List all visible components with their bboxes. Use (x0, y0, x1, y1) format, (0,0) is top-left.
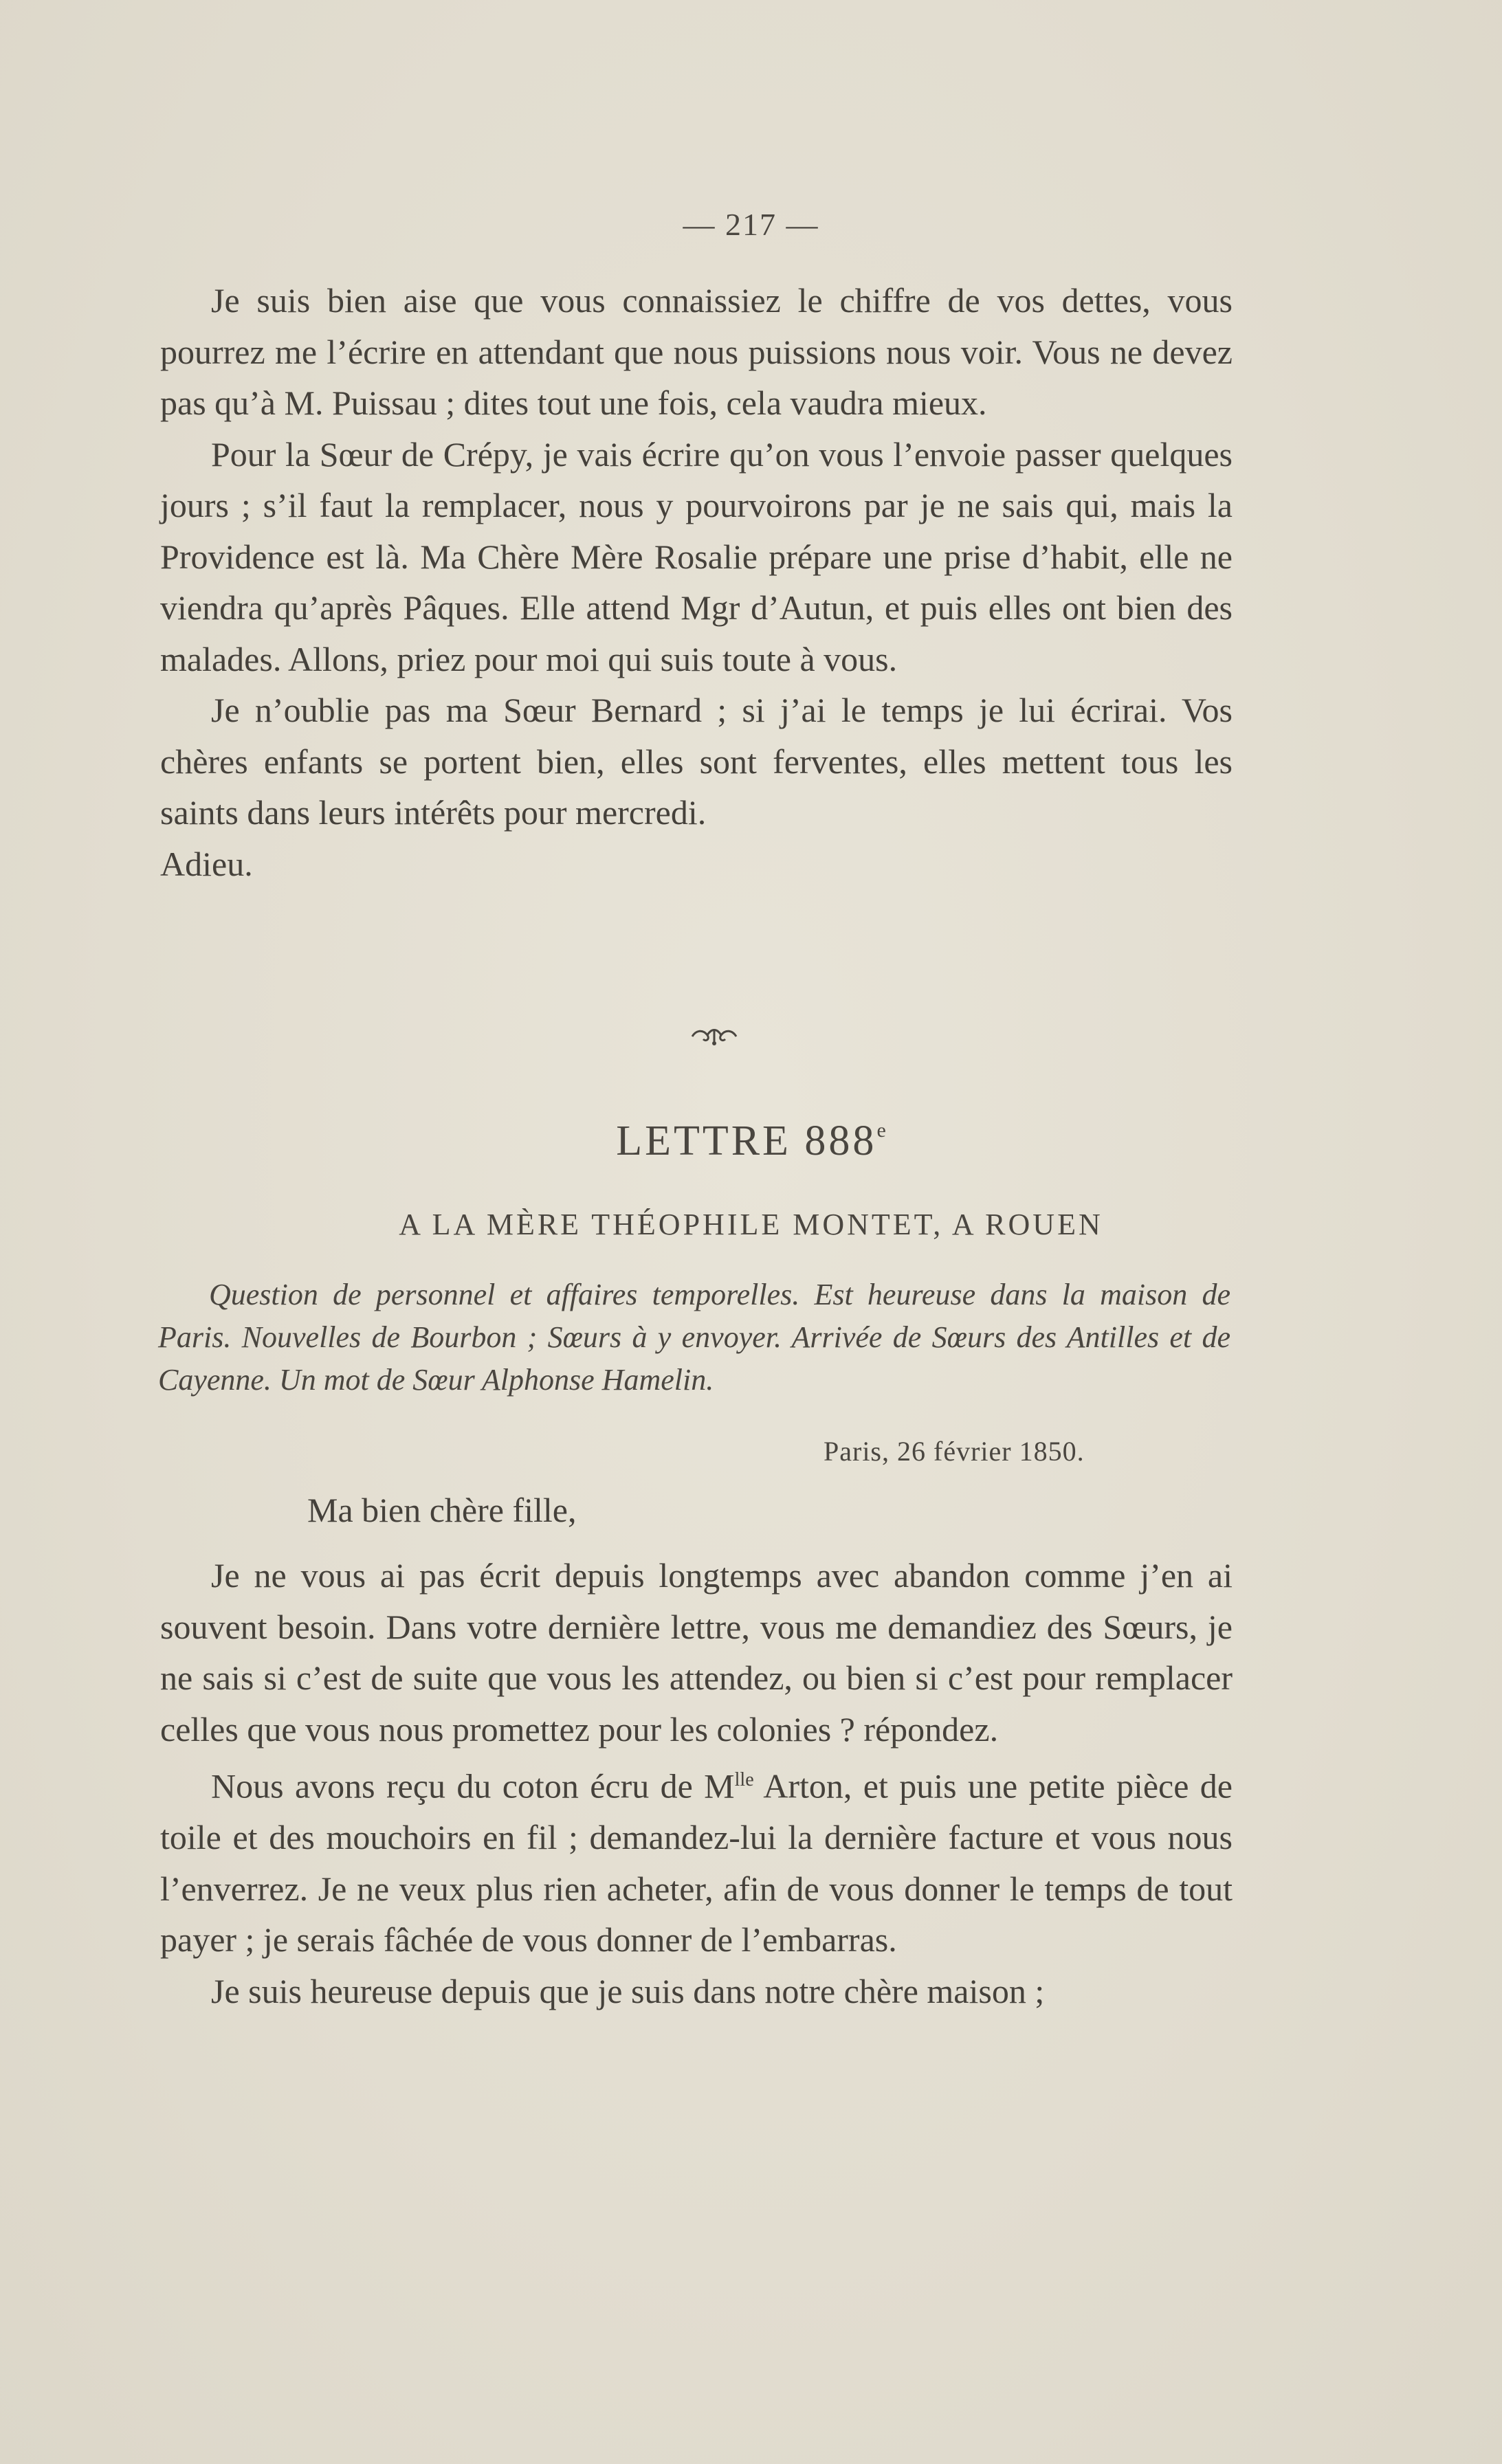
letter-dateline: Paris, 26 février 1850. (824, 1436, 1085, 1467)
paragraph: Je suis bien aise que vous connaissiez le chiffre de vos dettes, vous pourrez me l’écrire en attendant que nous puissions nous voir. Vous ne devez pas qu’à M. Puissau ; dites tout une fois, cela vaudra mieux. (160, 281, 1233, 422)
paragraph (160, 1755, 1233, 1966)
letter-title (0, 1117, 1502, 1166)
closing-word: Adieu. (160, 844, 253, 883)
previous-letter-ending (160, 275, 1233, 889)
letter-summary: Question de personnel et affaires temporelles. Est heureuse dans la maison de Paris. Nouvelles de Bourbon ; Sœurs à y envoyer. Arrivée de Sœurs des Antilles et de Cayenne. Un mot de Sœur Alphonse Hamelin. (158, 1278, 1230, 1397)
page-number: — 217 — (683, 207, 819, 242)
paragraph: Je ne vous ai pas écrit depuis longtemps avec abandon comme j’en ai souvent besoin. Dans votre dernière lettre, vous me demandiez des Sœurs, je ne sais si c’est de suite que vous les attendez, ou bien si c’est pour remplacer celles que vous nous promettez pour les colonies ? répondez. (160, 1556, 1233, 1749)
letter-title-text: LETTRE 888 (616, 1118, 877, 1164)
letter-salutation: Ma bien chère fille, (307, 1491, 577, 1529)
letter-recipient: A LA MÈRE THÉOPHILE MONTET, A ROUEN (399, 1208, 1103, 1241)
abbreviation-superscript: lle (734, 1769, 754, 1790)
paragraph-text: Nous avons reçu du coton écru de M (211, 1766, 735, 1806)
fleuron-ornament-icon (689, 1023, 739, 1047)
letter-body (160, 1550, 1233, 2017)
paragraph: Pour la Sœur de Crépy, je vais écrire qu’on vous l’envoie passer quelques jours ; s’il faut la remplacer, nous y pourvoirons par je ne sais qui, mais la Providence est là. Ma Chère Mère Rosalie prépare une prise d’habit, elle ne viendra qu’après Pâques. Elle attend Mgr d’Autun, et puis elles ont bien des malades. Allons, priez pour moi qui suis toute à vous. (160, 434, 1233, 678)
paragraph-text: Arton, et puis une petite pièce de toile et des mouchoirs en fil ; demandez-lui la dernière facture et vous nous l’enverrez. Je ne veux plus rien acheter, afin de vous donner le temps de tout payer ; je serais fâchée de vous donner de l’embarras. (160, 1766, 1233, 1960)
letter-title-suffix: e (876, 1119, 886, 1142)
paragraph: Je n’oublie pas ma Sœur Bernard ; si j’ai le temps je lui écrirai. Vos chères enfants se portent bien, elles sont ferventes, elles mettent tous les saints dans leurs intérêts pour mercredi. (160, 691, 1233, 832)
paragraph: Je suis heureuse depuis que je suis dans notre chère maison ; (211, 1971, 1045, 2010)
